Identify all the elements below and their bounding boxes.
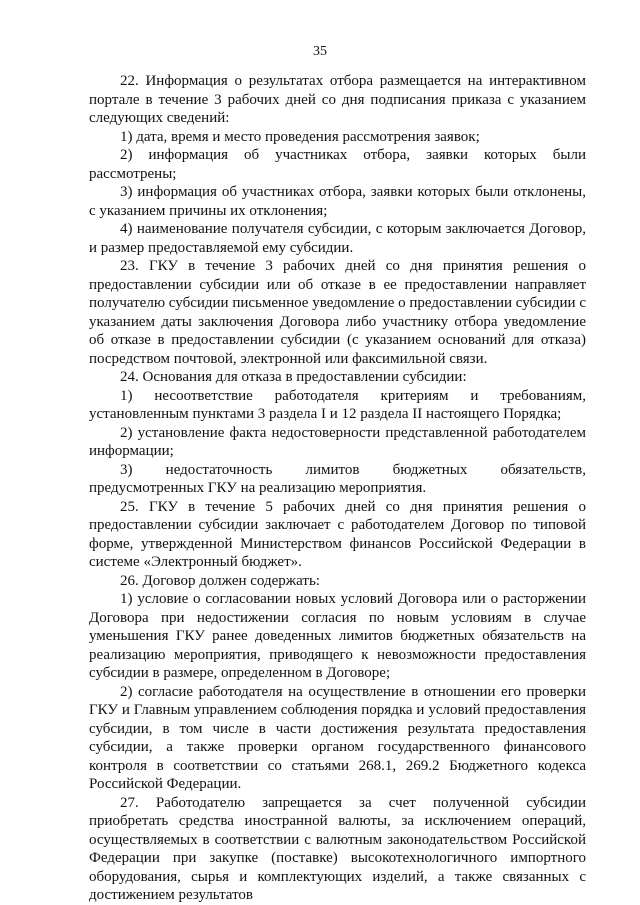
paragraph-22: 22. Информация о результатах отбора размещается на интерактивном портале в течение 3 рабочих дней со дня подписания приказа с указанием следующих сведений:	[89, 73, 586, 126]
paragraph-24: 24. Основания для отказа в предоставлении субсидии:	[120, 369, 467, 385]
list-item-24-1: 1) несоответствие работодателя критериям и требованиям, установленным пунктами 3 раздела I и 12 раздела II настоящего Порядка;	[89, 387, 586, 422]
paragraph-25: 25. ГКУ в течение 5 рабочих дней со дня принятия решения о предоставлении субсидии заключает с работодателем Договор по типовой форме, утвержденной Министерством финансов Российской Федерации в системе «Электронный бюджет».	[89, 498, 586, 570]
list-item-22-4: 4) наименование получателя субсидии, с которым заключается Договор, и размер предоставляемой ему субсидии.	[89, 221, 586, 256]
list-item-22-3: 3) информация об участниках отбора, заявки которых были отклонены, с указанием причины их отклонения;	[89, 184, 586, 219]
list-item-26-1: 1) условие о согласовании новых условий Договора или о расторжении Договора при недостижении согласия по новым условиям в случае уменьшения ГКУ ранее доведенных лимитов бюджетных обязательств на реализацию мероприятия, приводящего к невозможности предоставления субсидии в размере, определенном в Договоре;	[89, 591, 586, 681]
document-body	[89, 72, 586, 905]
paragraph-27: 27. Работодателю запрещается за счет полученной субсидии приобретать средства иностранной валюты, за исключением операций, осуществляемых в соответствии с валютным законодательством Российской Федерации при закупке (поставке) высокотехнологичного импортного оборудования, сырья и комплектующих изделий, а также связанных с достижением результатов	[89, 794, 586, 903]
list-item-22-1: 1) дата, время и место проведения рассмотрения заявок;	[120, 128, 480, 145]
list-item-26-2: 2) согласие работодателя на осуществление в отношении его проверки ГКУ и Главным управлением соблюдения порядка и условий предоставления субсидии, в том числе в части достижения результата предоставления субсидии, а также проверки органом государственного финансового контроля в соответствии со статьями 268.1, 269.2 Бюджетного кодекса Российской Федерации.	[89, 683, 586, 792]
list-item-24-2: 2) установление факта недостоверности представленной работодателем информации;	[89, 424, 586, 459]
list-item-24-3: 3) недостаточность лимитов бюджетных обязательств, предусмотренных ГКУ на реализацию мероприятия.	[89, 461, 586, 496]
page-number: 35	[313, 44, 327, 59]
list-item-22-2: 2) информация об участниках отбора, заявки которых были рассмотрены;	[89, 147, 586, 182]
paragraph-23: 23. ГКУ в течение 3 рабочих дней со дня принятия решения о предоставлении субсидии или об отказе в ее предоставлении направляет получателю субсидии письменное уведомление о предоставлении субсидии с указанием даты заключения Договора либо участнику отбора уведомление об отказе в предоставлении субсидии (с указанием оснований для отказа) посредством почтовой, электронной или факсимильной связи.	[89, 258, 586, 367]
paragraph-26: 26. Договор должен содержать:	[120, 572, 320, 589]
